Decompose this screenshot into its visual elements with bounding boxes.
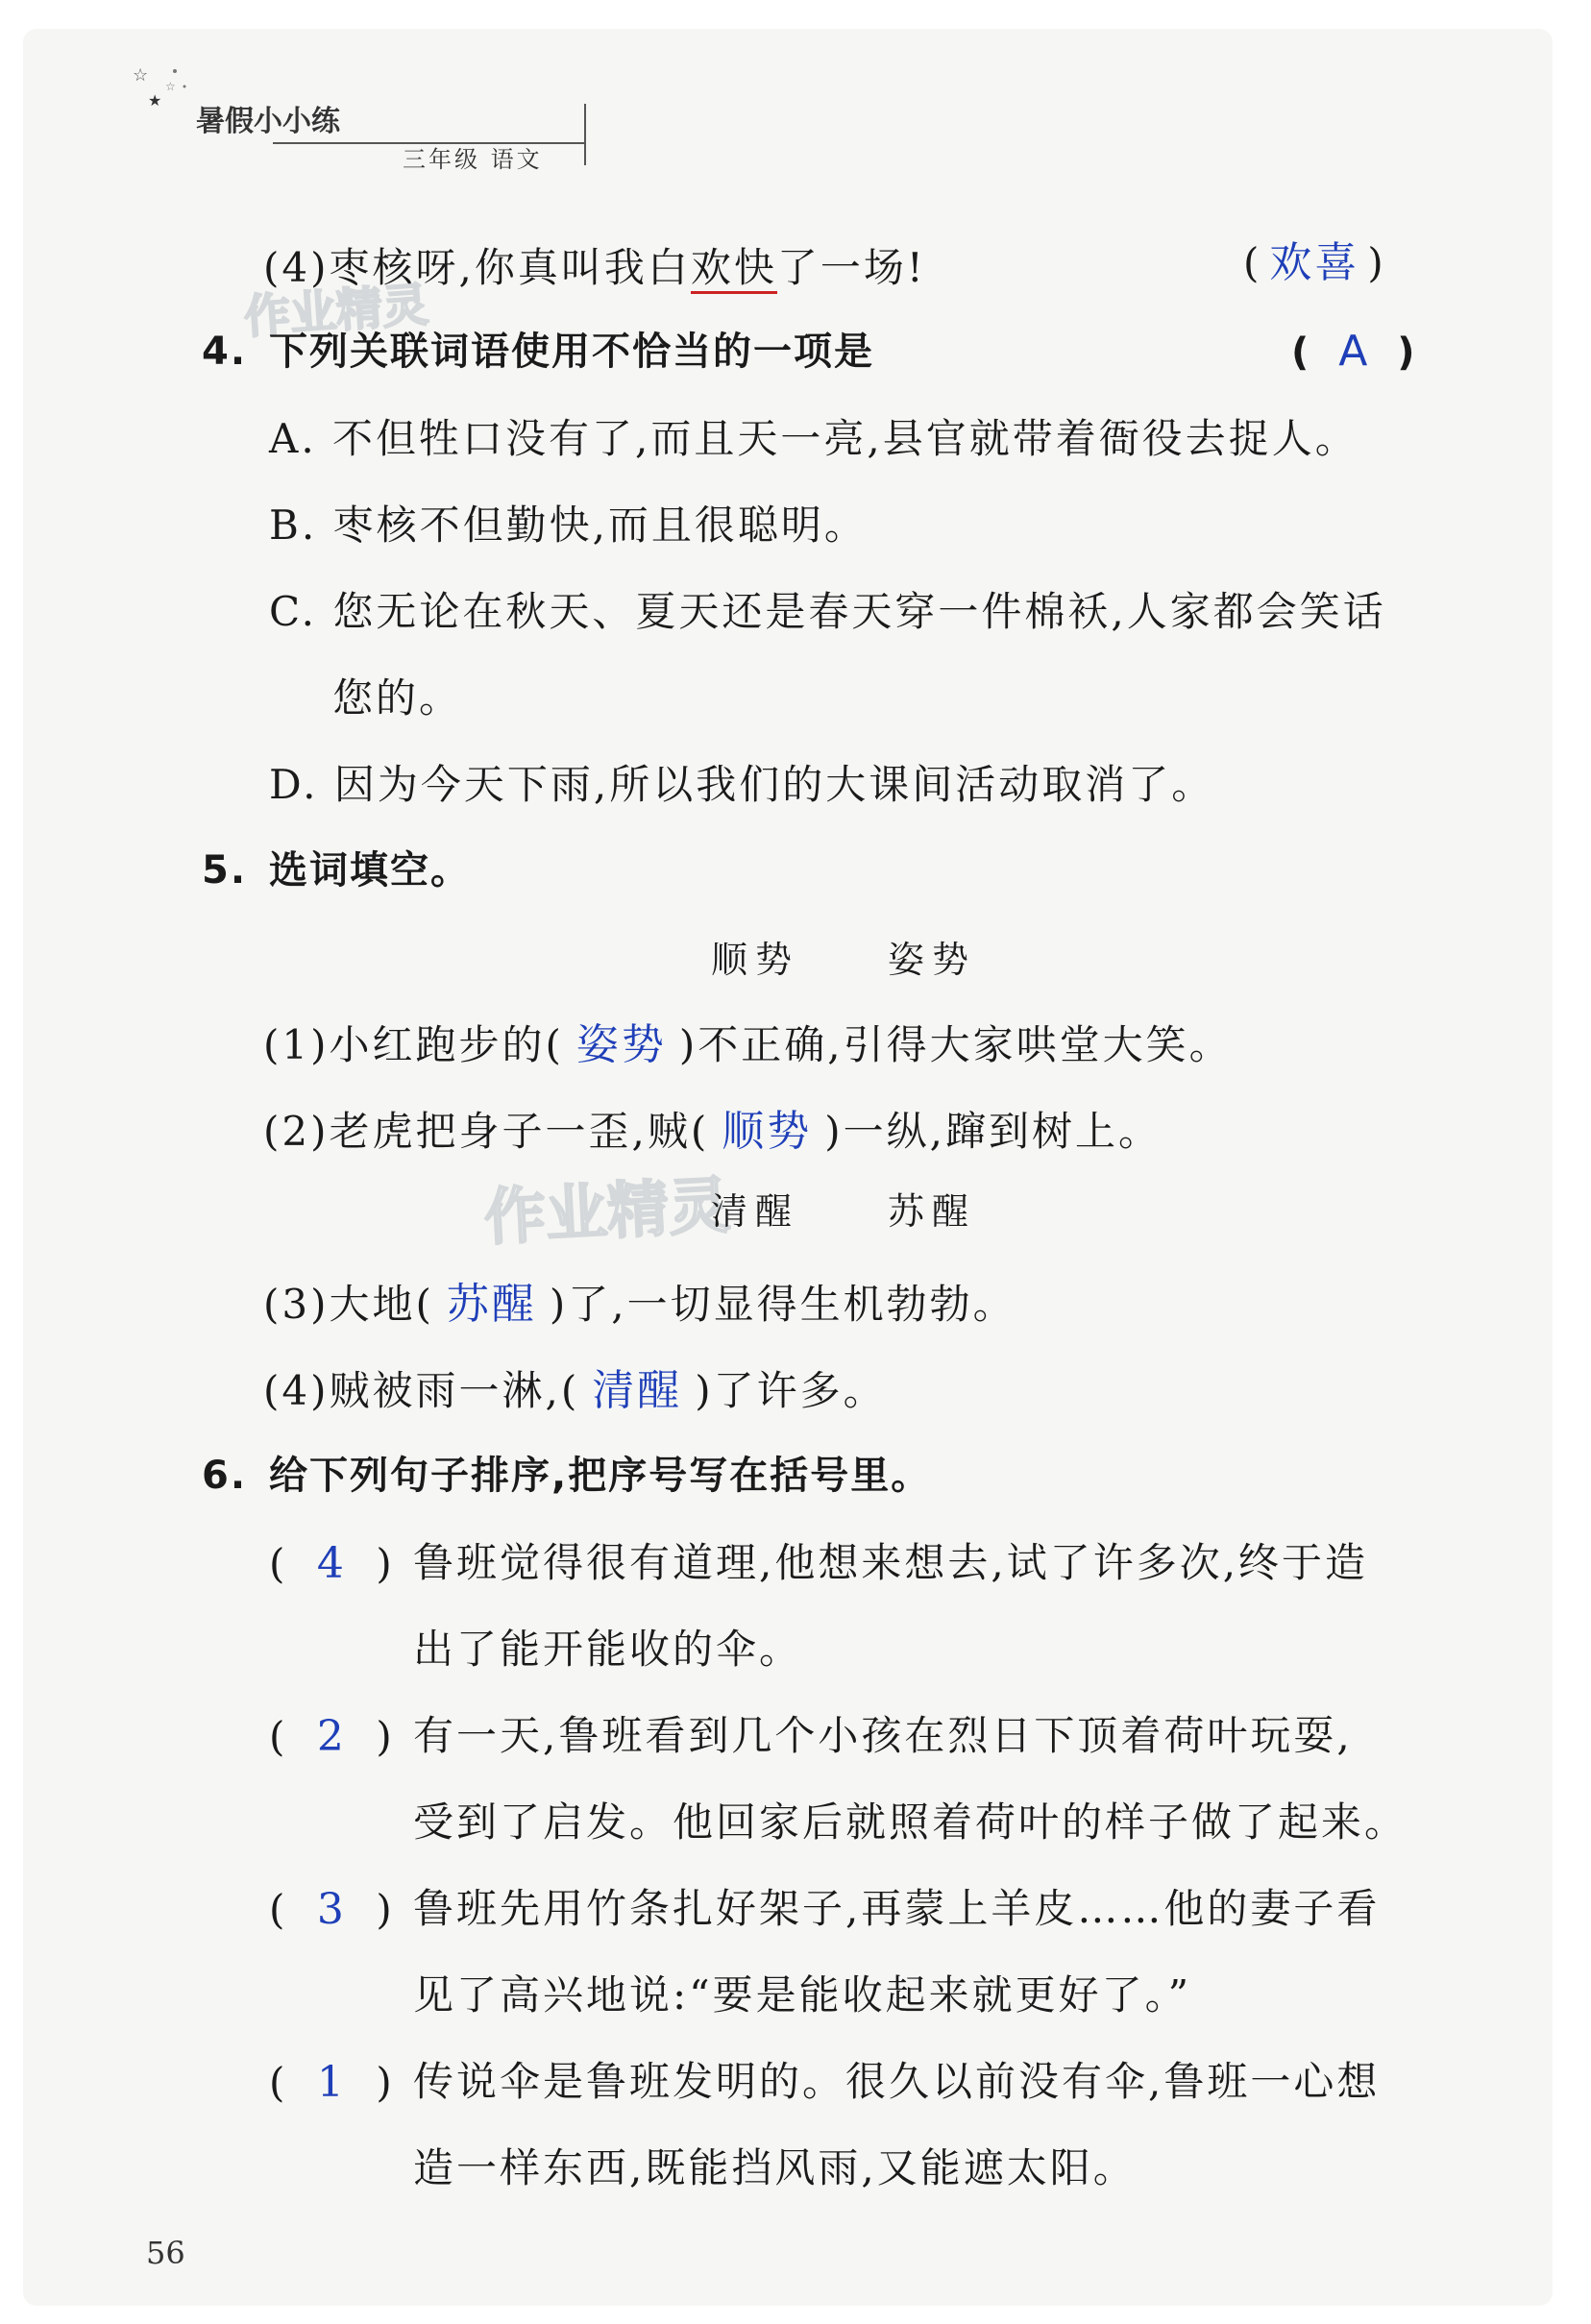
q5-item2-after: )一纵,蹿到树上。 — [824, 1108, 1162, 1155]
q5-item2 — [263, 1107, 1162, 1156]
q6-item-2-line1: 有一天,鲁班看到几个小孩在烈日下顶着荷叶玩耍, — [413, 1712, 1353, 1759]
q6-item-4-line1: 传说伞是鲁班发明的。很久以前没有伞,鲁班一心想 — [413, 2058, 1381, 2105]
q6-item-4-line2: 造一样东西,既能挡风雨,又能遮太阳。 — [413, 2144, 1137, 2191]
q4-option-d — [269, 761, 1215, 808]
q3-item4-answer: 欢喜 — [1269, 238, 1360, 287]
q4-answer: A — [1338, 327, 1370, 376]
q5-item3-answer: 苏醒 — [446, 1280, 537, 1329]
q5-item3 — [263, 1280, 1016, 1329]
header-subtitle: 三年级 语文 — [403, 146, 543, 173]
q6-prompt: 给下列句子排序,把序号写在括号里。 — [269, 1454, 932, 1498]
q6-item-1-line1: 鲁班觉得很有道理,他想来想去,试了许多次,终于造 — [413, 1539, 1369, 1586]
q6-item-3-line2: 见了高兴地说:“要是能收起来就更好了。” — [413, 1971, 1192, 2018]
q4-option-c-text: 您无论在秋天、夏天还是春天穿一件棉袄,人家都会笑话 — [332, 588, 1386, 635]
q4-option-c-cont: 您的。 — [332, 674, 463, 722]
q5-item2-label: (2) — [263, 1108, 330, 1155]
q5-item4-label: (4) — [263, 1367, 330, 1414]
q5-item3-before: 大地( — [329, 1281, 434, 1328]
watermark-top: 作业精灵 — [242, 278, 430, 345]
q5-item2-before: 老虎把身子一歪,贼( — [329, 1108, 710, 1155]
q4-option-c — [269, 588, 1386, 635]
q4-option-a-text: 不但牲口没有了,而且天一亮,县官就带着衙役去捉人。 — [332, 415, 1358, 462]
q5-item1-before: 小红跑步的( — [329, 1021, 564, 1068]
svg-text:☆: ☆ — [133, 65, 149, 86]
header-rule-end — [584, 104, 586, 165]
q4-option-d-letter: D. — [269, 761, 319, 808]
q6-item-1-answer: 4 — [316, 1539, 347, 1588]
q5-item3-after: )了,一切显得生机勃勃。 — [549, 1281, 1016, 1328]
q5-item3-label: (3) — [263, 1281, 330, 1328]
q6-item-2-line2: 受到了启发。他回家后就照着荷叶的样子做了起来。 — [413, 1798, 1408, 1846]
q5-item4-answer: 清醒 — [592, 1366, 683, 1415]
q4-option-c-letter: C. — [269, 588, 317, 635]
q6-item-4: ( 1 ) — [269, 2058, 395, 2107]
q6-item-3-answer: 3 — [316, 1885, 347, 1934]
svg-text:★: ★ — [148, 91, 162, 110]
header-series-title: 暑假小小练 — [196, 105, 340, 138]
q6-item-3-line1: 鲁班先用竹条扎好架子,再蒙上羊皮……他的妻子看 — [413, 1885, 1381, 1932]
q6-item-2: ( 2 ) — [269, 1712, 395, 1761]
q6-item-1: ( 4 ) — [269, 1539, 395, 1588]
q4-option-a — [269, 415, 1358, 462]
q5-item4-after: )了许多。 — [695, 1367, 887, 1414]
q5-number: 5. — [202, 848, 248, 893]
q4-option-d-text: 因为今天下雨,所以我们的大课间活动取消了。 — [333, 761, 1215, 808]
q3-item4-text-after: 了一场! — [776, 244, 926, 291]
q5-item1-answer: 姿势 — [575, 1020, 667, 1069]
page-number: 56 — [146, 2235, 185, 2271]
q4-option-b-text: 枣核不但勤快,而且很聪明。 — [332, 501, 868, 549]
q4-answer-box: ( A ) — [1291, 327, 1417, 376]
q4-number: 4. — [202, 330, 248, 374]
q3-item4-underlined: 欢快 — [691, 244, 777, 294]
q3-item4-text-before: 枣核呀,你真叫我白 — [329, 244, 691, 291]
q5-item1-after: )不正确,引得大家哄堂大笑。 — [678, 1021, 1233, 1068]
q4-option-a-letter: A. — [269, 415, 317, 462]
q5-word-group-2: 清醒 苏醒 — [711, 1190, 977, 1233]
q5-item2-answer: 顺势 — [722, 1107, 813, 1156]
q4-prompt: 下列关联词语使用不恰当的一项是 — [269, 330, 874, 374]
q4-option-b-letter: B. — [269, 501, 318, 549]
q6-item-4-answer: 1 — [316, 2058, 347, 2107]
q5-prompt: 选词填空。 — [269, 848, 471, 893]
q5-item4-before: 贼被雨一淋,( — [329, 1367, 580, 1414]
q6-number: 6. — [202, 1454, 248, 1498]
q4-option-b — [269, 501, 868, 549]
q5-item1-label: (1) — [263, 1021, 330, 1068]
worksheet-page — [23, 29, 1553, 2306]
header-rule — [273, 142, 584, 144]
svg-text:☆: ☆ — [165, 80, 176, 93]
q3-item4-answer-box: ( 欢喜 ) — [1243, 238, 1386, 287]
q5-word-group-1: 顺势 姿势 — [711, 939, 977, 981]
q6-item-1-line2: 出了能开能收的伞。 — [413, 1626, 803, 1673]
q3-item4-label: (4) — [263, 244, 330, 291]
watermark-middle: 作业精灵 — [482, 1170, 732, 1255]
q5-item1 — [263, 1020, 1233, 1069]
q6-item-2-answer: 2 — [316, 1712, 347, 1761]
q5-item4 — [263, 1366, 887, 1415]
q6-item-3: ( 3 ) — [269, 1885, 395, 1934]
